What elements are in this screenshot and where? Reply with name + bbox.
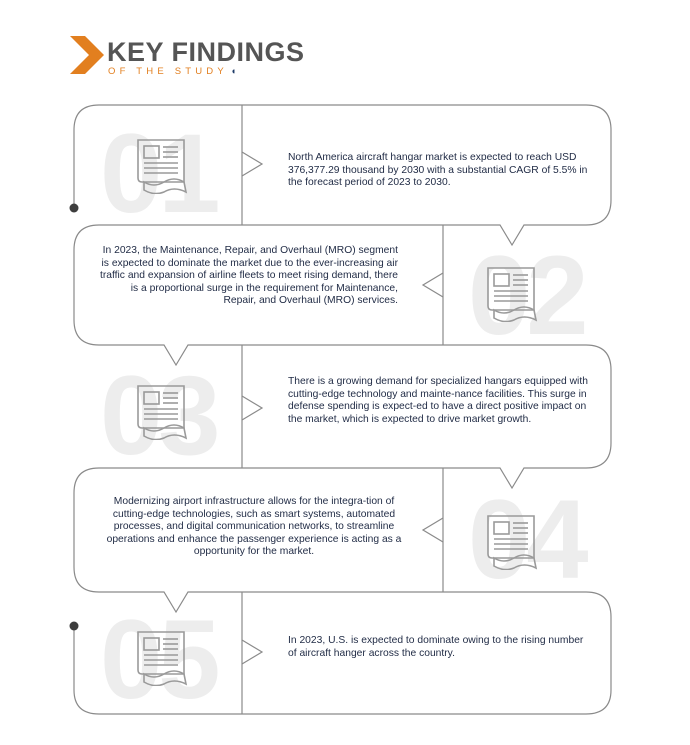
document-icon [484, 266, 538, 322]
timeline-dot-end [70, 622, 79, 631]
finding-3-number: 03 [100, 353, 217, 478]
finding-5-text: In 2023, U.S. is expected to dominate owing to the rising number of aircraft hanger across the country. [288, 635, 584, 659]
finding-4-number: 04 [468, 477, 585, 602]
finding-4-text: Modernizing airport infrastructure allows for the integra-tion of cutting-edge technologies, such as smart systems, automated processes, and digital communication networks, to streamline operations and enhance the passenger experience is acting as a opportunity for the market. [106, 496, 402, 558]
finding-2-number: 02 [468, 233, 585, 358]
document-icon [134, 630, 188, 686]
finding-1-text: North America aircraft hangar market is expected to reach USD 376,377.29 thousand by 2030 with a substantial CAGR of 5.5% in the forecast period of 2023 to 2030. [288, 152, 588, 189]
finding-5-number: 05 [100, 597, 217, 722]
document-icon [484, 514, 538, 570]
document-icon [134, 384, 188, 440]
subtitle-dot-icon: ◖ [227, 66, 237, 77]
document-icon [134, 138, 188, 194]
page-title: KEY FINDINGS [107, 37, 305, 67]
page-subtitle: OF THE STUDY ◖ [108, 66, 237, 77]
finding-3-text: There is a growing demand for specialized hangars equipped with cutting-edge technology and mainte-nance facilities. This surge in defense spending is expect-ed to have a direct positive impact on the market, which is expected to drive market growth. [288, 376, 588, 425]
finding-1-number: 01 [100, 111, 217, 236]
timeline-dot-start [70, 204, 79, 213]
finding-2-text: In 2023, the Maintenance, Repair, and Overhaul (MRO) segment is expected to dominate the market due to the ever-increasing air traffic and expansion of airline fleets to meet rising demand, there is a proportional surge in the requirement for Maintenance, Repair, and Overhaul (MRO) services. [99, 245, 398, 307]
